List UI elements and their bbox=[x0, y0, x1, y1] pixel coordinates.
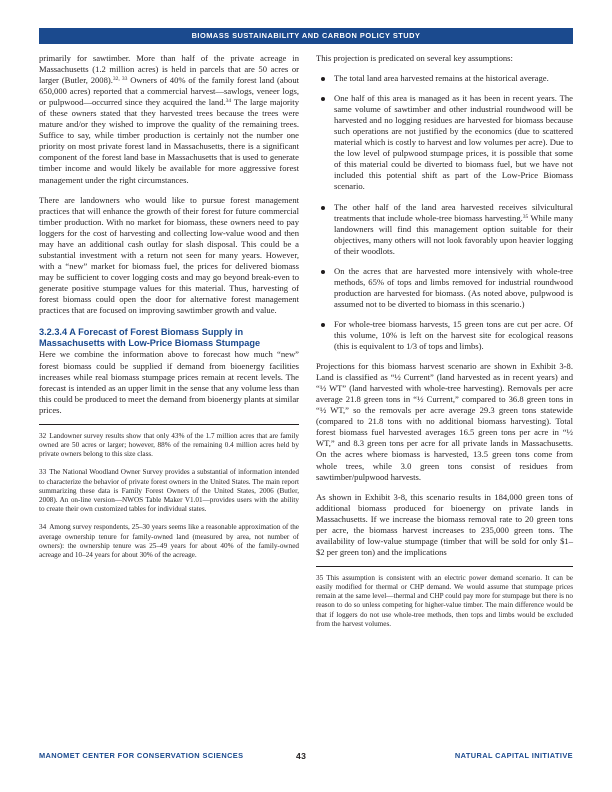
running-header: BIOMASS SUSTAINABILITY AND CARBON POLICY STUDY bbox=[39, 28, 573, 44]
paragraph-results: As shown in Exhibit 3-8, this scenario results in 184,000 green tons of additional biomass produced for bioenergy on private lands in Massachusetts. If we increase the biomass removal rate to 20 green tons per acre, the biomass harvest increases to 235,000 green tons. The availability of low-value stumpage (timber that will be sold for only $1–$2 per green ton) and the implications bbox=[316, 491, 573, 557]
footnote-divider bbox=[39, 424, 299, 425]
bullet-icon bbox=[321, 97, 325, 101]
footnote-33: 33 The National Woodland Owner Survey provides a substantial of information intended to characterize the behavior of private forest owners in the United States. The main report summarizing these data is Family Forest Owners of the United States, 2006 (Butler, 2008). An on-line version—NWOS Table Maker V1.01—provides users with the ability to create their own customized tables for individual states. bbox=[39, 468, 299, 514]
footnote-ref[interactable]: 32, 33 bbox=[112, 76, 128, 83]
footnote-35: 35 This assumption is consistent with an electric power demand scenario. It can be easily modified for thermal or CHP demand. We would assume that stumpage prices remain at the same level—thermal and CHP could pay more for stumpage but there is no reason to do so unless competing for higher-value timber. The main difference would be that if loggers do not use whole-tree methods, then tops and limbs would be excluded from the harvest volumes. bbox=[316, 573, 573, 628]
footnote-divider bbox=[316, 566, 573, 567]
list-item: For whole-tree biomass harvests, 15 green tons are cut per acre. Of this volume, 10% is left on the harvest site for ecological reasons (this is equivalent to 1/3 of tops and limbs). bbox=[316, 319, 573, 352]
footnote-32: 32 Landowner survey results show that only 43% of the 1.7 million acres that are family owned are 50 acres or larger; however, 88% of the remaining 0.4 million acres held by private owners belong to this size class. bbox=[39, 431, 299, 459]
paragraph-ownership: primarily for sawtimber. More than half of the private acreage in Massachusetts (1.2 million acres) is held in parcels that are 50 acres or larger (Butler, 2008).$^{32, 33}$ Owners of 40% of the family forest land (about 650,000 acres) reported that a commercial harvest—sawlogs, veneer logs, or pulpwood—occurred since they acquired the land.$^{34}$ The large majority of these owners stated that they harvested trees because the trees were mature and/or they wished to improve the quality of the remaining trees. Suffice to say, while timber production is certainly not the number one priority on most private forest land in Massachusetts, there is a significant component of the forest land base in Massachusetts that is used to generate timber income and would likely be available for more aggressive forest management under the right circumstances. bbox=[39, 53, 300, 185]
bullet-icon bbox=[321, 206, 325, 210]
list-item: On the acres that are harvested more intensively with whole-tree methods, 65% of tops and limbs removed for industrial roundwood production are harvested for biomass. (As noted above, pulpwood is assumed not to be diverted to biomass in this scenario.) bbox=[316, 266, 573, 310]
footer-organization: MANOMET CENTER FOR CONSERVATION SCIENCES bbox=[39, 751, 244, 760]
paragraph-assumptions-intro: This projection is predicated on several key assumptions: bbox=[316, 53, 513, 63]
section-heading: 3.2.3.4 A Forecast of Forest Biomass Supply in Massachusetts with Low-Price Biomass Stumpage bbox=[39, 327, 261, 349]
footnote-ref[interactable]: 35 bbox=[522, 213, 529, 220]
page-number: 43 bbox=[296, 751, 307, 761]
assumptions-list bbox=[316, 73, 573, 352]
paragraph-forecast: Here we combine the information above to forecast how much “new” forest biomass could be supplied if demand from bioenergy facilities increases while real biomass stumpage prices remain at recent levels. The forecast is intended as an upper limit in the sense that any volume less than this could be produced to meet the demand from bioenergy plants at similar prices. bbox=[39, 349, 299, 415]
list-item: The total land area harvested remains at the historical average. bbox=[316, 73, 573, 84]
footer-initiative: NATURAL CAPITAL INITIATIVE bbox=[454, 751, 573, 760]
right-column bbox=[316, 53, 573, 638]
left-column bbox=[39, 53, 299, 569]
list-item: The other half of the land area harvested receives silvicultural treatments that include whole-tree biomass harvesting.$^{35}$ While many landowners will find this management option suitable for their objectives, many others will not look favorably upon heavier logging of their woodlots. bbox=[316, 202, 573, 257]
bullet-icon bbox=[321, 270, 325, 274]
paragraph-landowners: There are landowners who would like to pursue forest management practices that will enhance the growth of their forest for future commercial timber production. With no market for biomass, these owners need to pay loggers for the cost of harvesting and collecting low-value wood and then may have an additional cash outlay for slash disposal. This could be a substantial investment with a return not seen for many years. However, with a “new” market for biomass fuel, the prices for delivered biomass may be sufficient to cover logging costs and may go beyond break-even to generate positive stumpage values for this material. Thus, harvesting of forest biomass could open the door for alternative forest management practices that are focused on improving sawtimber growth and value. bbox=[39, 194, 299, 316]
footnote-34: 34 Among survey respondents, 25–30 years seems like a reasonable approximation of the average ownership tenure for family-owned land (measured by area, not number of owners): the ownership tenure was 25–49 years for about 40% of the family-owned acreage and 10–24 years for about 30% of the acreage. bbox=[39, 523, 299, 559]
bullet-icon bbox=[321, 323, 325, 327]
paragraph-projections: Projections for this biomass harvest scenario are shown in Exhibit 3-8. Land is classified as “½ Current” (land harvested as in recent years) and “½ WT” (land harvested with whole-tree harvesting). Removals per acre average 21.8 green tons in “½ Current,” compared to 36.8 green tons in “½ WT,” so the removals per acre average 29.3 green tons statewide (compared to 21.8 tons with no additional biomass harvesting). Total forest biomass fuel harvested averages 16.5 green tons per acre in “½ WT,” and 8.3 green tons per acre for all private lands in Massachusetts. On the acres where biomass is harvested, 13.5 green tons come from whole trees, while 3.0 green tons consist of residues from sawtimber/pulpwood harvests. bbox=[316, 361, 573, 482]
bullet-icon bbox=[321, 77, 325, 81]
list-item: One half of this area is managed as it has been in recent years. The same volume of sawtimber and other industrial roundwood will be harvested and no logging residues are harvested for biomass because such operations are not justified by the economics (due to scattered material which is costly to harvest and low volumes per acre). Due to the low level of pulpwood stumpage prices, it is possible that some of this material could be diverted to biomass fuel, but we have not included this potential shift as part of the Low-Price Biomass scenario. bbox=[316, 93, 573, 192]
footnote-ref[interactable]: 34 bbox=[225, 98, 232, 105]
